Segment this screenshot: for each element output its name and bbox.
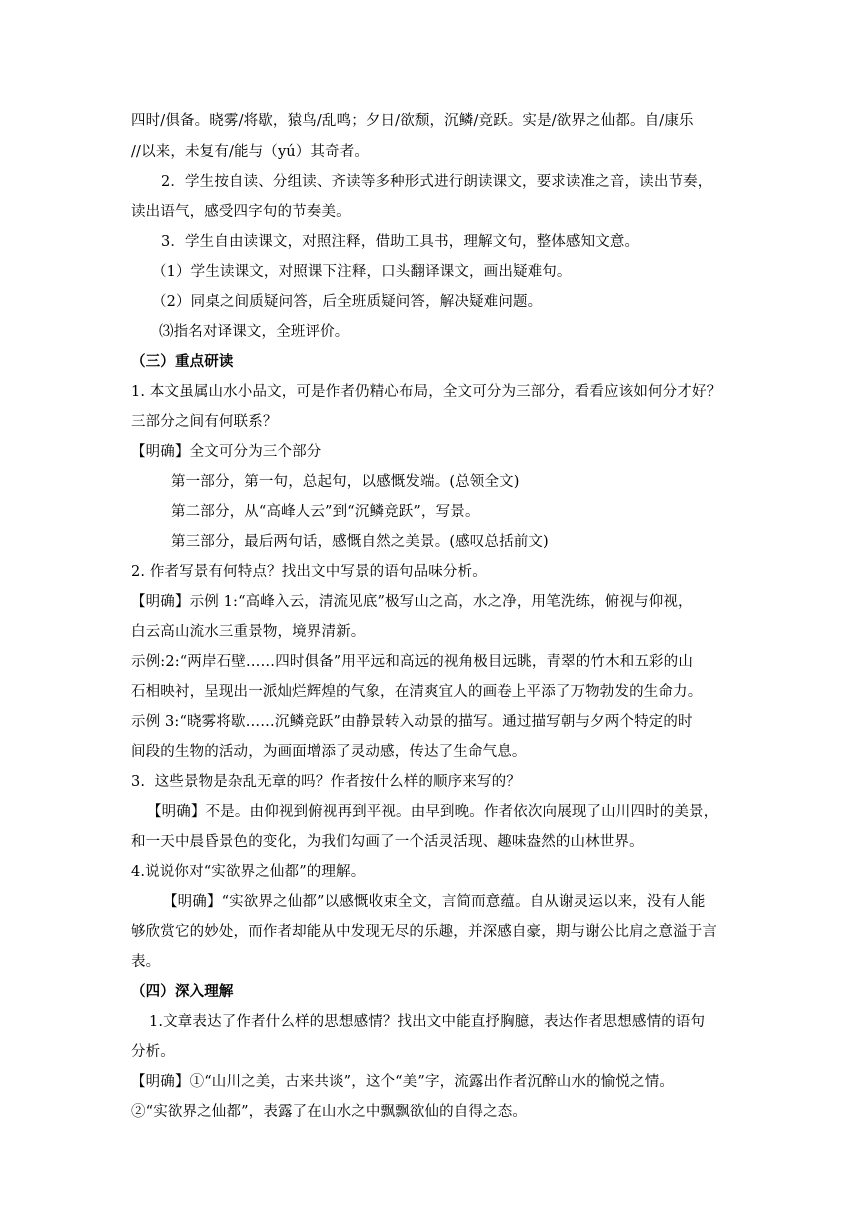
text-line: 读出语气，感受四字句的节奏美。 — [131, 204, 351, 220]
text-line: 石相映衬，呈现出一派灿烂辉煌的气象，在清爽宜人的画卷上平添了万物勃发的生命力。 — [131, 684, 703, 700]
text-line: 三部分之间有何联系？ — [131, 414, 278, 430]
text-line: 【明确】不是。由仰视到俯视再到平视。由早到晚。作者依次向展现了山川四时的美景， — [147, 804, 719, 820]
text-line: 【明确】“实欲界之仙都”以感慨收束全文，言简而意蕴。自从谢灵运以来，没有人能 — [163, 894, 706, 910]
text-line: //以来，未复有/能与（yú）其奇者。 — [131, 144, 370, 160]
text-line: （2）同桌之间质疑问答，后全班质疑问答，解决疑难问题。 — [152, 294, 543, 310]
text-line: 示例 3:“晓雾将歇……沉鳞竞跃”由静景转入动景的描写。通过描写朝与夕两个特定的时 — [131, 714, 693, 730]
text-line: 分析。 — [131, 1044, 175, 1060]
text-line: 【明确】示例 1:“高峰入云，清流见底”极写山之高，水之净，用笔洗练，俯视与仰视， — [131, 594, 693, 610]
text-line: ②“实欲界之仙都”，表露了在山水之中飘飘欲仙的自得之态。 — [131, 1104, 528, 1120]
text-line: 表。 — [131, 954, 161, 970]
text-line: ⑶指名对译课文，全班评价。 — [159, 324, 350, 340]
section-heading: （四）深入理解 — [131, 983, 234, 1000]
text-line: 【明确】①“山川之美，古来共谈”，这个“美”字，流露出作者沉醉山水的愉悦之情。 — [131, 1074, 674, 1090]
text-line: 示例:2:“两岸石壁……四时俱备”用平远和高远的视角极目远眺，青翠的竹木和五彩的山 — [131, 654, 693, 670]
text-line: 够欣赏它的妙处，而作者却能从中发现无尽的乐趣，并深感自豪，期与谢公比肩之意溢于言 — [131, 924, 717, 940]
text-line: 间段的生物的活动，为画面增添了灵动感，传达了生命气息。 — [131, 744, 527, 760]
text-line: 1. 本文虽属山水小品文，可是作者仍精心布局，全文可分为三部分，看看应该如何分才好？ — [131, 384, 722, 400]
text-line: 2. 作者写景有何特点？找出文中写景的语句品味分析。 — [131, 564, 487, 580]
text-line: 第三部分，最后两句话，感慨自然之美景。(感叹总括前文) — [171, 534, 549, 550]
text-line: 2．学生按自读、分组读、齐读等多种形式进行朗读课文，要求读准之音，读出节奏， — [161, 174, 713, 190]
text-line: 4.说说你对“实欲界之仙都”的理解。 — [131, 864, 366, 880]
text-line: 白云高山流水三重景物，境界清新。 — [131, 624, 366, 640]
text-line: 第一部分，第一句，总起句，以感慨发端。(总领全文) — [171, 474, 520, 490]
section-heading: （三）重点研读 — [131, 353, 234, 370]
text-line: 和一天中晨昏景色的变化，为我们勾画了一个活灵活现、趣味盎然的山林世界。 — [131, 834, 644, 850]
text-line: 四时/俱备。晓雾/将歇，猿鸟/乱鸣；夕日/欲颓，沉鳞/竞跃。实是/欲界之仙都。自/康乐 — [131, 113, 694, 129]
text-line: 1.文章表达了作者什么样的思想感情？找出文中能直抒胸臆，表达作者思想感情的语句 — [149, 1014, 706, 1030]
text-line: 【明确】全文可分为三个部分 — [131, 444, 322, 460]
text-line: 第二部分，从“高峰人云”到“沉鳞竞跃”，写景。 — [171, 504, 480, 520]
text-line: 3. 这些景物是杂乱无章的吗？作者按什么样的顺序来写的？ — [131, 774, 521, 790]
text-line: （1）学生读课文，对照课下注释，口头翻译课文，画出疑难句。 — [152, 264, 572, 280]
text-line: 3．学生自由读课文，对照注释，借助工具书，理解文句，整体感知文意。 — [161, 234, 640, 250]
